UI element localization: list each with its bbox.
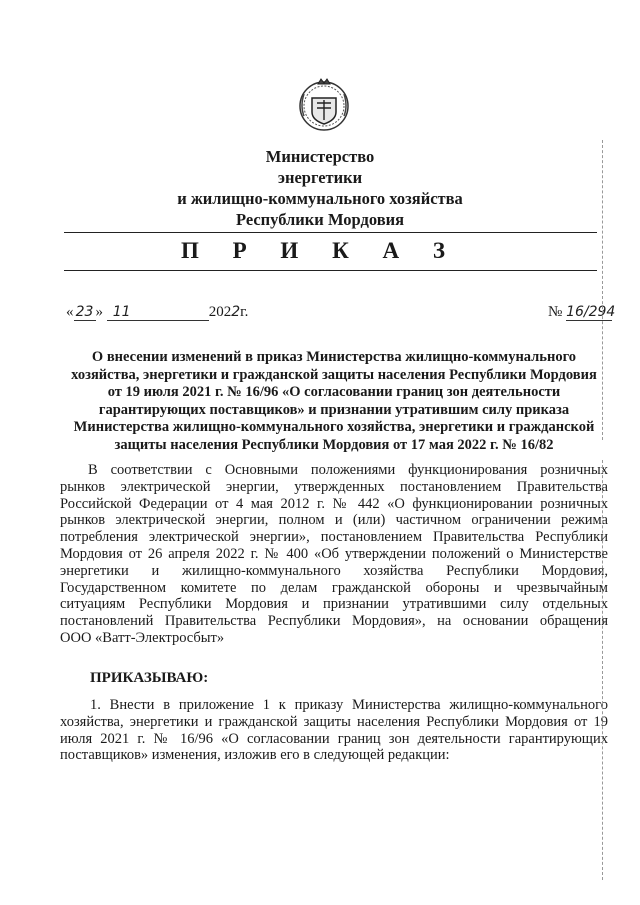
- date-year-suffix: 2: [231, 304, 241, 320]
- body-line: рынков электрической энергии, полном и (или) частичном ограничении режима: [60, 512, 608, 529]
- date-quote-close: »: [95, 304, 103, 320]
- scan-edge-line: [602, 140, 603, 440]
- header-rule-bottom: [64, 270, 597, 271]
- item-line: поставщиков» изменения, изложив его в следующей редакции:: [60, 747, 450, 764]
- item-line: июля 2021 г. № 16/96 «О согласовании границ зон деятельности гарантирующих: [60, 730, 608, 747]
- date-quote-open: «: [66, 304, 74, 320]
- date-year-prefix: 202: [208, 304, 232, 320]
- order-subject: [60, 349, 608, 454]
- item-1-paragraph: [60, 697, 608, 764]
- ministry-line: энергетики: [277, 168, 363, 187]
- body-line: рынков электрической энергии, утвержденных постановлением Правительства: [60, 478, 608, 495]
- body-line: потребления электрической энергии», постановлением Правительства Республики: [60, 529, 608, 546]
- coat-of-arms-emblem: [298, 76, 350, 134]
- subject-line: О внесении изменений в приказ Министерства жилищно-коммунального: [91, 349, 577, 365]
- document-type-title: П Р И К А З: [180, 238, 459, 263]
- subject-line: хозяйства, энергетики и гражданской защиты населения Республики Мордовия: [71, 366, 597, 383]
- ministry-line: Республики Мордовия: [235, 210, 405, 229]
- body-line: ООО «Ватт-Электросбыт»: [60, 629, 225, 646]
- number-value: 16/294: [566, 304, 616, 320]
- body-line: энергетики и жилищно-коммунального хозяйства Республики Мордовия,: [60, 562, 608, 579]
- ministry-line: и жилищно-коммунального хозяйства: [177, 189, 463, 208]
- body-line: Российской Федерации от 4 мая 2012 г. № 442 «О функционировании розничных: [60, 495, 608, 512]
- order-directive-word: ПРИКАЗЫВАЮ:: [90, 670, 209, 686]
- scan-edge-line: [602, 460, 603, 880]
- item-line: хозяйства, энергетики и гражданской защиты населения Республики Мордовия от 19: [60, 713, 608, 730]
- body-line: ситуациям Республики Мордовия и признании утратившими силу отдельных: [60, 596, 608, 613]
- ministry-name: [100, 146, 540, 230]
- body-line: В соответствии с Основными положениями функционирования розничных: [88, 462, 608, 478]
- item-line: 1. Внести в приложение 1 к приказу Министерства жилищно-коммунального: [90, 697, 608, 713]
- date-year-label: г.: [240, 304, 249, 320]
- preamble-paragraph: [60, 462, 608, 647]
- body-line: постановлений Правительства Республики Мордовия», на основании обращения: [60, 613, 608, 630]
- subject-line: гарантирующих поставщиков» и признании утратившим силу приказа: [98, 401, 570, 418]
- body-line: Государственном комитете по делам гражданской обороны и чрезвычайным: [60, 579, 608, 596]
- date-day: 23: [74, 304, 96, 321]
- subject-line: Министерства жилищно-коммунального хозяйства, энергетики и гражданской: [73, 419, 595, 435]
- ministry-line: Министерство: [265, 147, 375, 166]
- subject-line: защиты населения Республики Мордовия от 17 мая 2022 г. № 16/82: [114, 436, 554, 453]
- number-label: №: [548, 304, 563, 320]
- body-line: Мордовия от 26 апреля 2022 г. № 400 «Об утверждении положений о Министерстве: [60, 545, 608, 562]
- document-date: [66, 304, 248, 321]
- header-rule-top: [64, 232, 597, 233]
- subject-line: от 19 июля 2021 г. № 16/96 «О согласовании границ зон деятельности: [107, 384, 561, 400]
- date-month: 11: [107, 304, 209, 321]
